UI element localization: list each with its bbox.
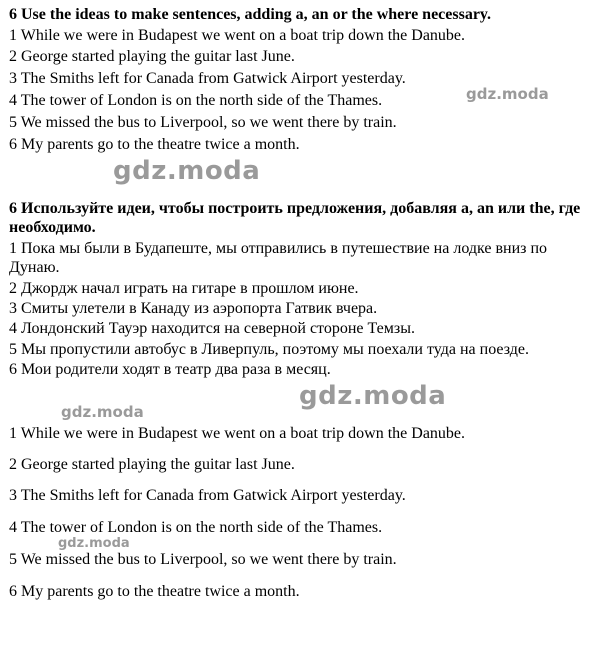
answer-line-4: 4 The tower of London is on the north side of the Thames.: [9, 519, 383, 536]
english-line-1: 1 While we were in Budapest we went on a boat trip down the Danube.: [9, 27, 466, 44]
english-line-6: 6 My parents go to the theatre twice a month.: [9, 136, 300, 153]
english-heading: 6 Use the ideas to make sentences, adding a, an or the where necessary.: [9, 6, 492, 23]
russian-line-3: 3 Смиты улетели в Канаду из аэропорта Гатвик вчера.: [9, 300, 378, 317]
russian-line-5: 5 Мы пропустили автобус в Ливерпуль, поэтому мы поехали туда на поезде.: [9, 341, 529, 358]
answer-line-3: 3 The Smiths left for Canada from Gatwick Airport yesterday.: [9, 487, 406, 504]
watermark: gdz.moda: [61, 403, 144, 421]
watermark: gdz.moda: [58, 536, 130, 551]
answer-line-6: 6 My parents go to the theatre twice a month.: [9, 583, 300, 600]
watermark: gdz.moda: [113, 156, 261, 186]
english-line-5: 5 We missed the bus to Liverpool, so we went there by train.: [9, 114, 397, 131]
russian-line-2: 2 Джордж начал играть на гитаре в прошлом июне.: [9, 280, 359, 297]
watermark: gdz.moda: [466, 85, 549, 103]
russian-line-1: 1 Пока мы были в Будапеште, мы отправились в путешествие на лодке вниз по Дунаю.: [9, 240, 548, 276]
watermark: gdz.moda: [299, 381, 447, 411]
english-line-2: 2 George started playing the guitar last June.: [9, 48, 295, 65]
english-line-3: 3 The Smiths left for Canada from Gatwick Airport yesterday.: [9, 70, 406, 87]
russian-line-6: 6 Мои родители ходят в театр два раза в месяц.: [9, 361, 331, 378]
russian-line-4: 4 Лондонский Тауэр находится на северной стороне Темзы.: [9, 320, 415, 337]
answer-line-5: 5 We missed the bus to Liverpool, so we went there by train.: [9, 551, 397, 568]
russian-heading: 6 Используйте идеи, чтобы построить предложения, добавляя a, an или the, где необходимо.: [9, 200, 581, 236]
answer-line-1: 1 While we were in Budapest we went on a boat trip down the Danube.: [9, 425, 466, 442]
english-line-4: 4 The tower of London is on the north side of the Thames.: [9, 92, 383, 109]
answer-line-2: 2 George started playing the guitar last June.: [9, 456, 295, 473]
